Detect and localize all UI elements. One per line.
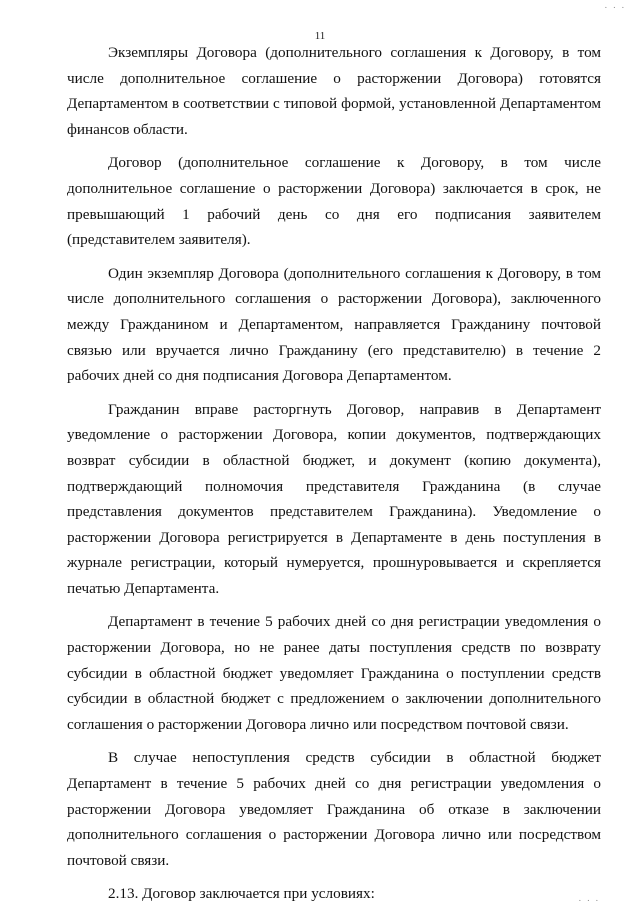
scan-mark-bottom: . . . [578,893,600,903]
paragraph-termination-right: Гражданин вправе расторгнуть Договор, направив в Департамент уведомление о расторжении Договора, копии документов, подтверждающих возврат субсидии в областной бюджет, и документ (копию документа), подтверждающий полномочия представителя Гражданина (в случае представления документов представителем Гражданина). Уведомление о расторжении Договора регистрируется в Департаменте в день поступления в журнале регистрации, который нумеруется, прошнуровывается и скрепляется печатью Департамента. [67,400,601,597]
document-body [67,40,601,915]
paragraph-department-notice: Департамент в течение 5 рабочих дней со дня регистрации уведомления о расторжении Договора, но не ранее даты поступления средств по возврату субсидии в областной бюджет уведомляет Гражданина о поступлении средств субсидии в областной бюджет с предложением о заключении дополнительного соглашения о расторжении Договора лично или посредством почтовой связи. [67,613,601,733]
paragraph-copy-delivery: Один экземпляр Договора (дополнительного соглашения к Договору, в том числе дополнительного соглашения о расторжении Договора), заключенного между Гражданином и Департаментом, направляется Гражданину почтовой связью или вручается лично Гражданину (его представителю) в течение 2 рабочих дней со дня подписания Договора Департаментом. [67,264,601,385]
paragraph-section-2-13: 2.13. Договор заключается при условиях: [108,885,375,903]
paragraph-conclusion-term: Договор (дополнительное соглашение к Договору, в том числе дополнительное соглашение о расторжении Договора) заключается в срок, не превышающий 1 рабочий день со дня его подписания заявителем (представителем заявителя). [67,154,601,249]
page-number: 11 [314,30,326,42]
scan-mark-top: . . . [604,0,626,10]
paragraph-copies-preparation: Экземпляры Договора (дополнительного соглашения к Договору, в том числе дополнительное соглашение о расторжении Договора) готовятся Департаментом в соответствии с типовой формой, установленной Департаментом финансов области. [67,44,601,138]
paragraph-non-receipt: В случае непоступления средств субсидии в областной бюджет Департамент в течение 5 рабочих дней со дня регистрации уведомления о расторжении Договора уведомляет Гражданина об отказе в заключении дополнительного соглашения о расторжении Договора лично или посредством почтовой связи. [67,749,601,869]
